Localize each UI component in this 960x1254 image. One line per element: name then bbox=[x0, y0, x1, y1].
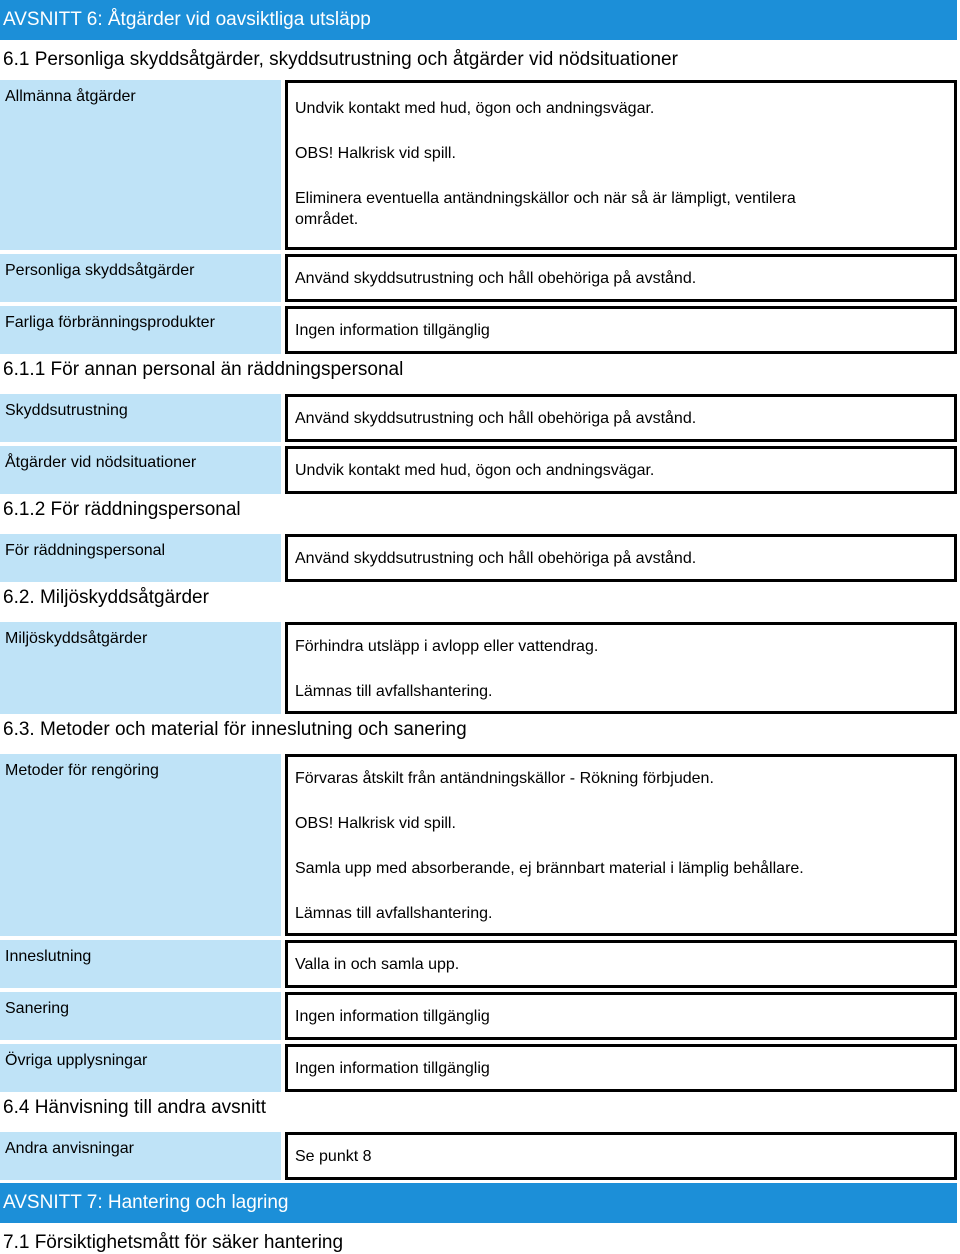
value-environmental-measures bbox=[285, 622, 957, 714]
value-line: området. bbox=[295, 211, 359, 228]
value-line: Använd skyddsutrustning och håll obehöriga på avstånd. bbox=[295, 550, 697, 567]
value-line: Ingen information tillgänglig bbox=[295, 322, 490, 339]
value-line: Förhindra utsläpp i avlopp eller vattendrag. bbox=[295, 638, 599, 655]
label-other-instructions: Andra anvisningar bbox=[0, 1132, 281, 1180]
heading-6-4: 6.4 Hänvisning till andra avsnitt bbox=[3, 1097, 266, 1118]
heading-6-1-1: 6.1.1 För annan personal än räddningspersonal bbox=[3, 359, 404, 380]
value-emergency-measures bbox=[285, 446, 957, 494]
heading-6-1: 6.1 Personliga skyddsåtgärder, skyddsutrustning och åtgärder vid nödsituationer bbox=[3, 49, 678, 70]
value-line: Ingen information tillgänglig bbox=[295, 1008, 490, 1025]
value-containment bbox=[285, 940, 957, 988]
label-general-measures: Allmänna åtgärder bbox=[0, 80, 281, 250]
label-personal-protection: Personliga skyddsåtgärder bbox=[0, 254, 281, 302]
value-line: Förvaras åtskilt från antändningskällor - Rökning förbjuden. bbox=[295, 770, 714, 787]
heading-6-1-2: 6.1.2 För räddningspersonal bbox=[3, 499, 241, 520]
value-line: Undvik kontakt med hud, ögon och andningsvägar. bbox=[295, 100, 655, 117]
heading-6-3: 6.3. Metoder och material för inneslutning och sanering bbox=[3, 719, 467, 740]
label-combustion-products: Farliga förbränningsprodukter bbox=[0, 306, 281, 354]
value-line: Valla in och samla upp. bbox=[295, 956, 460, 973]
value-other-info bbox=[285, 1044, 957, 1092]
value-protective-equipment bbox=[285, 394, 957, 442]
value-line: Lämnas till avfallshantering. bbox=[295, 905, 493, 922]
value-line: Eliminera eventuella antändningskällor och när så är lämpligt, ventilera bbox=[295, 190, 796, 207]
value-cleaning-methods bbox=[285, 754, 957, 936]
section-7-title: AVSNITT 7: Hantering och lagring bbox=[0, 1183, 957, 1223]
label-protective-equipment: Skyddsutrustning bbox=[0, 394, 281, 442]
label-environmental-measures: Miljöskyddsåtgärder bbox=[0, 622, 281, 714]
value-rescue-personnel bbox=[285, 534, 957, 582]
value-line: Se punkt 8 bbox=[295, 1148, 372, 1165]
value-other-instructions bbox=[285, 1132, 957, 1180]
heading-7-1: 7.1 Försiktighetsmått för säker hantering bbox=[3, 1232, 344, 1253]
label-other-info: Övriga upplysningar bbox=[0, 1044, 281, 1092]
value-line: Lämnas till avfallshantering. bbox=[295, 683, 493, 700]
label-cleaning-methods: Metoder för rengöring bbox=[0, 754, 281, 936]
value-line: OBS! Halkrisk vid spill. bbox=[295, 145, 456, 162]
value-line: Ingen information tillgänglig bbox=[295, 1060, 490, 1077]
value-line: Använd skyddsutrustning och håll obehöriga på avstånd. bbox=[295, 410, 697, 427]
value-line: OBS! Halkrisk vid spill. bbox=[295, 815, 456, 832]
label-emergency-measures: Åtgärder vid nödsituationer bbox=[0, 446, 281, 494]
label-sanitation: Sanering bbox=[0, 992, 281, 1040]
heading-6-2: 6.2. Miljöskyddsåtgärder bbox=[3, 587, 209, 608]
label-rescue-personnel: För räddningspersonal bbox=[0, 534, 281, 582]
value-general-measures bbox=[285, 80, 957, 250]
value-sanitation bbox=[285, 992, 957, 1040]
section-6-title: AVSNITT 6: Åtgärder vid oavsiktliga utsläpp bbox=[0, 0, 957, 40]
value-line: Samla upp med absorberande, ej brännbart material i lämplig behållare. bbox=[295, 860, 804, 877]
value-combustion-products bbox=[285, 306, 957, 354]
value-line: Undvik kontakt med hud, ögon och andningsvägar. bbox=[295, 462, 655, 479]
value-line: Använd skyddsutrustning och håll obehöriga på avstånd. bbox=[295, 270, 697, 287]
value-personal-protection bbox=[285, 254, 957, 302]
label-containment: Inneslutning bbox=[0, 940, 281, 988]
